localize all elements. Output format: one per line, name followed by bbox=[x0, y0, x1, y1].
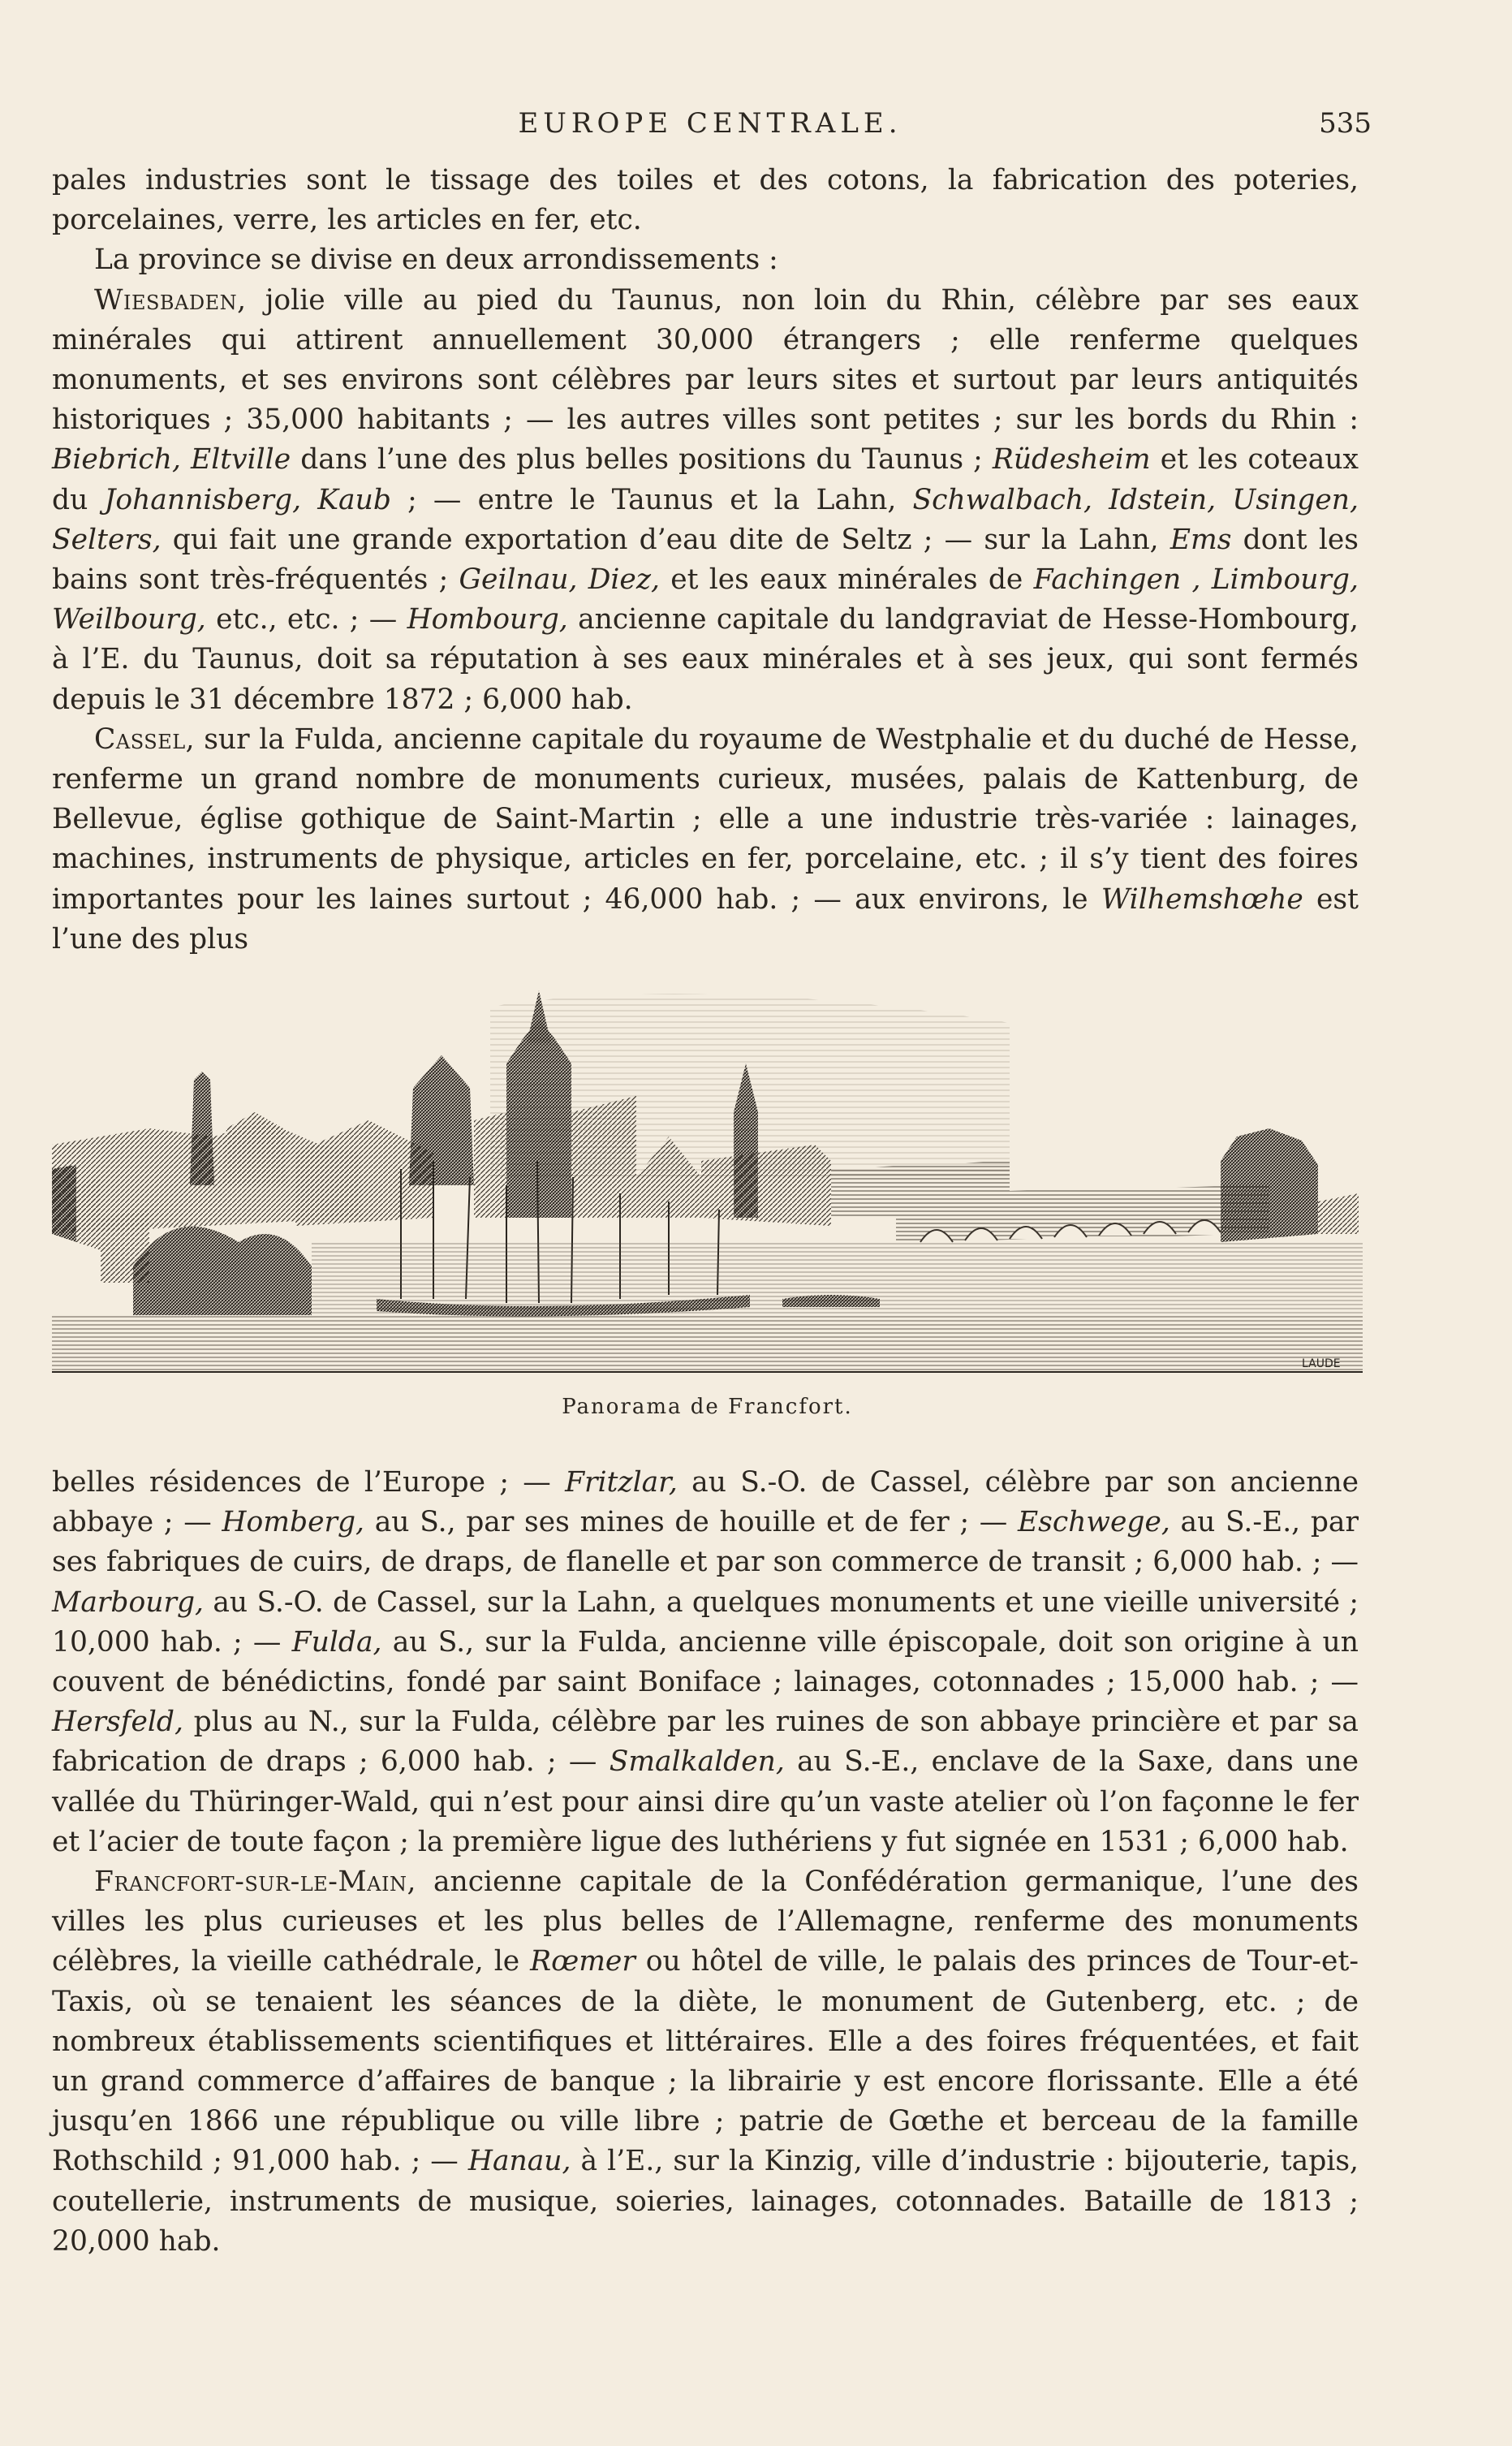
text-run: dont les bains sont très-fréquentés ; bbox=[52, 523, 1359, 597]
running-head bbox=[49, 104, 1372, 153]
place-cassel: Cassel bbox=[94, 723, 186, 756]
place-ems: Ems bbox=[1170, 523, 1232, 556]
engraving-panorama bbox=[52, 974, 1363, 1380]
place-fritzlar: Fritzlar, bbox=[565, 1466, 678, 1499]
text-run: ou hôtel de ville, le palais des princes de Tour-et-Taxis, où se tenaient les séances de la diète, le monument de Gutenberg, etc. ; de nombreux établissements scientifiques et littéraires. Elle a des foires fréquentées, et fait un grand commerce d’affaires de banque ; la librairie y est encore florissante. Elle a été jusqu’en 1866 une république ou ville libre ; patrie de Gœthe et berceau de la famille Rothschild ; 91,000 hab. ; — bbox=[52, 1945, 1359, 2178]
place-hombourg: Hombourg, bbox=[407, 603, 568, 636]
running-title: EUROPE CENTRALE. bbox=[518, 107, 902, 140]
text-block-top bbox=[52, 161, 1359, 960]
place-roemer: Rœmer bbox=[530, 1945, 635, 1978]
text-run: dans l’une des plus belles positions du Taunus ; bbox=[291, 443, 993, 477]
place-geilnau: Geilnau, Diez, bbox=[459, 563, 660, 597]
place-johannisberg: Johannisberg, Kaub bbox=[104, 483, 391, 516]
text-run: et les coteaux du bbox=[52, 443, 1359, 516]
text-run: et les eaux minérales de bbox=[659, 563, 1034, 597]
text-run: belles résidences de l’Europe ; — bbox=[52, 1466, 566, 1499]
place-rudesheim: Rüdesheim bbox=[992, 443, 1151, 477]
engraver-signature: LAUDE bbox=[1302, 1357, 1341, 1370]
text-run: ancienne capitale du landgraviat de Hesse-Hombourg, à l’E. du Taunus, doit sa réputation à ses eaux minérales et à ses jeux, qui sont fermés depuis le 31 décembre 1872 ; 6,000 hab. bbox=[52, 603, 1359, 716]
text-run: au S.-E., enclave de la Saxe, dans une vallée du Thüringer-Wald, qui n’est pour ainsi dire qu’un vaste atelier où l’on façonne le fer et l’acier de toute façon ; la première ligue des luthériens y fut signée en 1531 ; 6,000 hab. bbox=[52, 1745, 1359, 1858]
place-wilhelmshoehe: Wilhemshœhe bbox=[1101, 882, 1303, 916]
figure-caption: Panorama de Francfort. bbox=[562, 1395, 853, 1419]
place-smalkalden: Smalkalden, bbox=[609, 1745, 785, 1779]
paragraph-wiesbaden bbox=[52, 281, 1359, 720]
text-run: au S., par ses mines de houille et de fer ; — bbox=[364, 1506, 1018, 1539]
place-fulda: Fulda, bbox=[291, 1625, 382, 1659]
place-homberg: Homberg, bbox=[222, 1506, 365, 1539]
place-wiesbaden: Wiesbaden bbox=[94, 283, 238, 317]
paragraph-province: La province se divise en deux arrondissements : bbox=[94, 244, 778, 277]
text-run: , jolie ville au pied du Taunus, non loin du Rhin, célèbre par ses eaux minérales qui attirent annuellement 30,000 étrangers ; elle renferme quelques monuments, et ses environs sont célèbres par leurs sites et surtout par leurs antiquités historiques ; 35,000 habitants ; — les autres villes sont petites ; sur les bords du Rhin : bbox=[52, 283, 1359, 437]
text-run: est l’une des plus bbox=[52, 882, 1359, 956]
text-run: etc., etc. ; — bbox=[205, 603, 407, 636]
place-schwalbach: Schwalbach, Idstein, Usingen, Selters, bbox=[52, 483, 1359, 556]
text-run: qui fait une grande exportation d’eau dite de Seltz ; — sur la Lahn, bbox=[161, 523, 1170, 556]
text-run: à l’E., sur la Kinzig, ville d’industrie : bijouterie, tapis, coutellerie, instruments de musique, soieries, lainages, cotonnades. Bataille de 1813 ; 20,000 hab. bbox=[52, 2145, 1359, 2258]
text-run: au S., sur la Fulda, ancienne ville épiscopale, doit son origine à un couvent de bénédictins, fondé par saint Boniface ; lainages, cotonnades ; 15,000 hab. ; — bbox=[52, 1625, 1359, 1699]
text-run: plus au N., sur la Fulda, célèbre par les ruines de son abbaye princière et par sa fabrication de draps ; 6,000 hab. ; — bbox=[52, 1706, 1359, 1779]
text-run: , sur la Fulda, ancienne capitale du royaume de Westphalie et du duché de Hesse, renferme un grand nombre de monuments curieux, musées, palais de Kattenburg, de Bellevue, église gothique de Saint-Martin ; elle a une industrie très-variée : lainages, machines, instruments de physique, articles en fer, porcelaine, etc. ; il s’y tient des foires importantes pour les laines surtout ; 46,000 hab. ; — aux environs, le bbox=[52, 723, 1359, 916]
place-fachingen: Fachingen , Limbourg, Weilbourg, bbox=[52, 563, 1359, 636]
place-biebrich: Biebrich, Eltville bbox=[52, 443, 291, 477]
text-run: ; — entre le Taunus et la Lahn, bbox=[390, 483, 913, 516]
place-eschwege: Eschwege, bbox=[1017, 1506, 1170, 1539]
place-francfort: Francfort-sur-le-Main bbox=[94, 1866, 407, 1899]
paragraph-industries: pales industries sont le tissage des toiles et des cotons, la fabrication des poteries, porcelaines, verre, les articles en fer, etc. bbox=[52, 164, 1359, 237]
paragraph-towns bbox=[52, 1463, 1359, 1862]
text-run: au S.-O. de Cassel, célèbre par son ancienne abbaye ; — bbox=[52, 1466, 1359, 1539]
place-hanau: Hanau, bbox=[467, 2145, 571, 2178]
paragraph-cassel bbox=[52, 720, 1359, 960]
text-run: , ancienne capitale de la Confédération germanique, l’une des villes les plus curieuses et les plus belles de l’Allemagne, renferme des monuments célèbres, la vieille cathédrale, le bbox=[52, 1866, 1359, 1978]
text-run: au S.-O. de Cassel, sur la Lahn, a quelques monuments et une vieille université ; 10,000 hab. ; — bbox=[52, 1585, 1359, 1659]
text-block-bottom bbox=[52, 1463, 1359, 2262]
text-run: au S.-E., par ses fabriques de cuirs, de draps, de flanelle et par son commerce de transit ; 6,000 hab. ; — bbox=[52, 1506, 1359, 1579]
place-hersfeld: Hersfeld, bbox=[52, 1706, 183, 1739]
place-marbourg: Marbourg, bbox=[52, 1585, 205, 1619]
panorama-illustration bbox=[52, 974, 1363, 1380]
page-number: 535 bbox=[1319, 107, 1372, 140]
paragraph-francfort bbox=[52, 1862, 1359, 2262]
